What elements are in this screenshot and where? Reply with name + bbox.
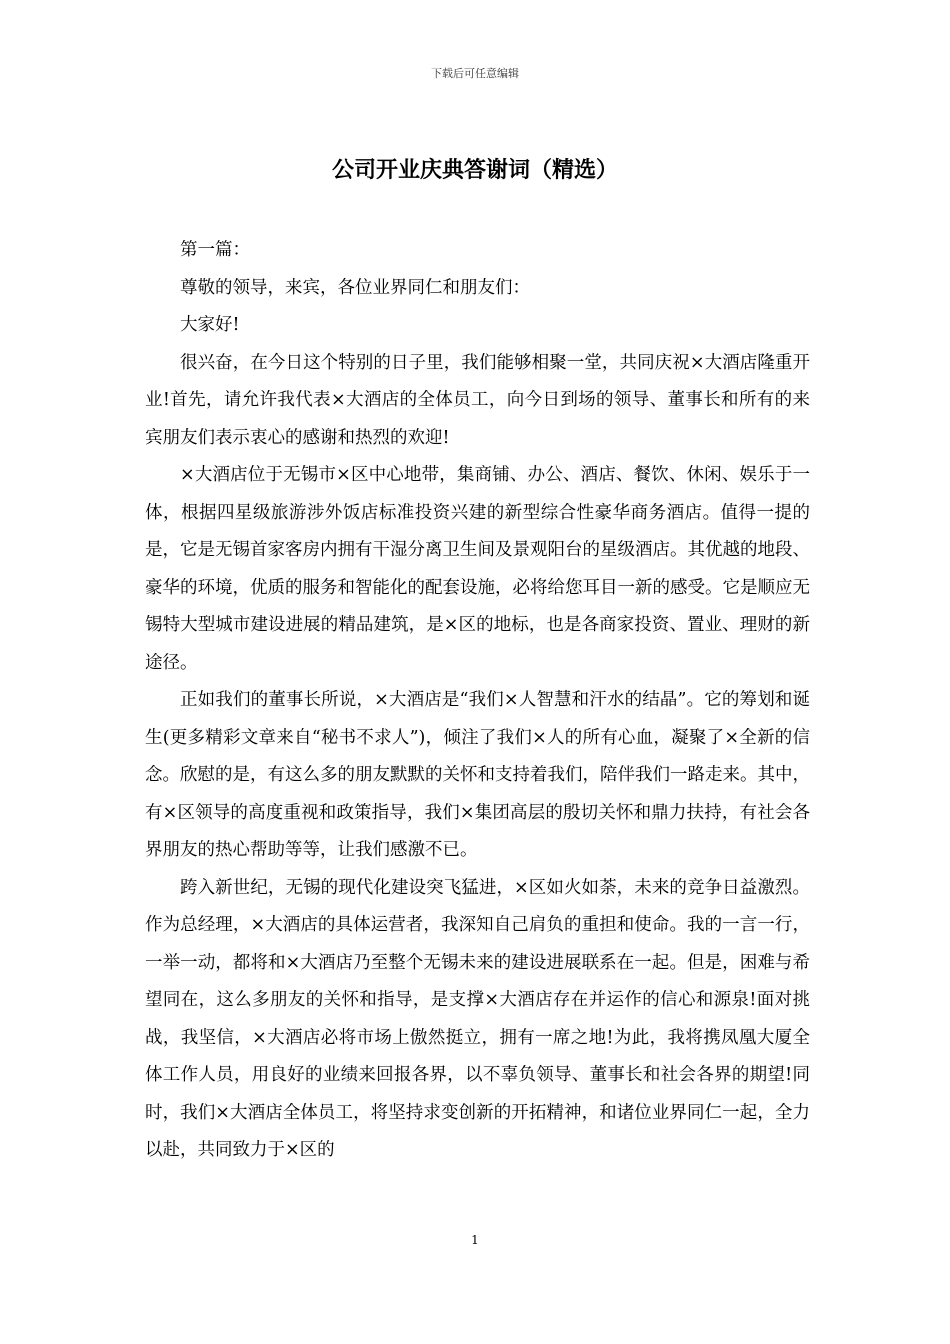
page-number: 1 bbox=[471, 1233, 479, 1247]
document-body bbox=[145, 232, 810, 1170]
body-paragraph: 正如我们的董事长所说，×大酒店是“我们×人智慧和汗水的结晶”。它的筹划和诞生(更多精彩文章来自“秘书不求人”)，倾注了我们×人的所有心血，凝聚了×全新的信念。欣慰的是，有这么多的朋友默默的关怀和支持着我们，陪伴我们一路走来。其中，有×区领导的高度重视和政策指导，我们×集团高层的殷切关怀和鼎力扶持，有社会各界朋友的热心帮助等等，让我们感激不已。 bbox=[145, 690, 810, 860]
body-paragraph: ×大酒店位于无锡市×区中心地带，集商铺、办公、酒店、餐饮、休闲、娱乐于一体，根据四星级旅游涉外饭店标准投资兴建的新型综合性豪华商务酒店。值得一提的是，它是无锡首家客房内拥有干湿分离卫生间及景观阳台的星级酒店。其优越的地段、豪华的环境，优质的服务和智能化的配套设施，必将给您耳目一新的感受。它是顺应无锡特大型城市建设进展的精品建筑，是×区的地标，也是各商家投资、置业、理财的新途径。 bbox=[145, 465, 810, 673]
section-heading: 第一篇： bbox=[180, 240, 250, 260]
body-paragraph: 跨入新世纪，无锡的现代化建设突飞猛进，×区如火如荼，未来的竞争日益激烈。作为总经理，×大酒店的具体运营者，我深知自己肩负的重担和使命。我的一言一行，一举一动，都将和×大酒店乃至整个无锡未来的建设进展联系在一起。但是，困难与希望同在，这么多朋友的关怀和指导，是支撑×大酒店存在并运作的信心和源泉!面对挑战，我坚信，×大酒店必将市场上傲然挺立，拥有一席之地!为此，我将携凤凰大厦全体工作人员，用良好的业绩来回报各界，以不辜负领导、董事长和社会各界的期望!同时，我们×大酒店全体员工，将坚持求变创新的开拓精神，和诸位业界同仁一起，全力以赴，共同致力于×区的 bbox=[145, 877, 810, 1160]
header-note: 下载后可任意编辑 bbox=[431, 67, 519, 80]
salutation: 尊敬的领导，来宾，各位业界同仁和朋友们： bbox=[180, 277, 530, 298]
body-paragraph: 很兴奋，在今日这个特别的日子里，我们能够相聚一堂，共同庆祝×大酒店隆重开业!首先，请允许我代表×大酒店的全体员工，向今日到场的领导、董事长和所有的来宾朋友们表示衷心的感谢和热烈的欢迎! bbox=[145, 352, 810, 448]
greeting: 大家好! bbox=[180, 315, 240, 335]
document-title: 公司开业庆典答谢词（精选） bbox=[331, 157, 618, 183]
